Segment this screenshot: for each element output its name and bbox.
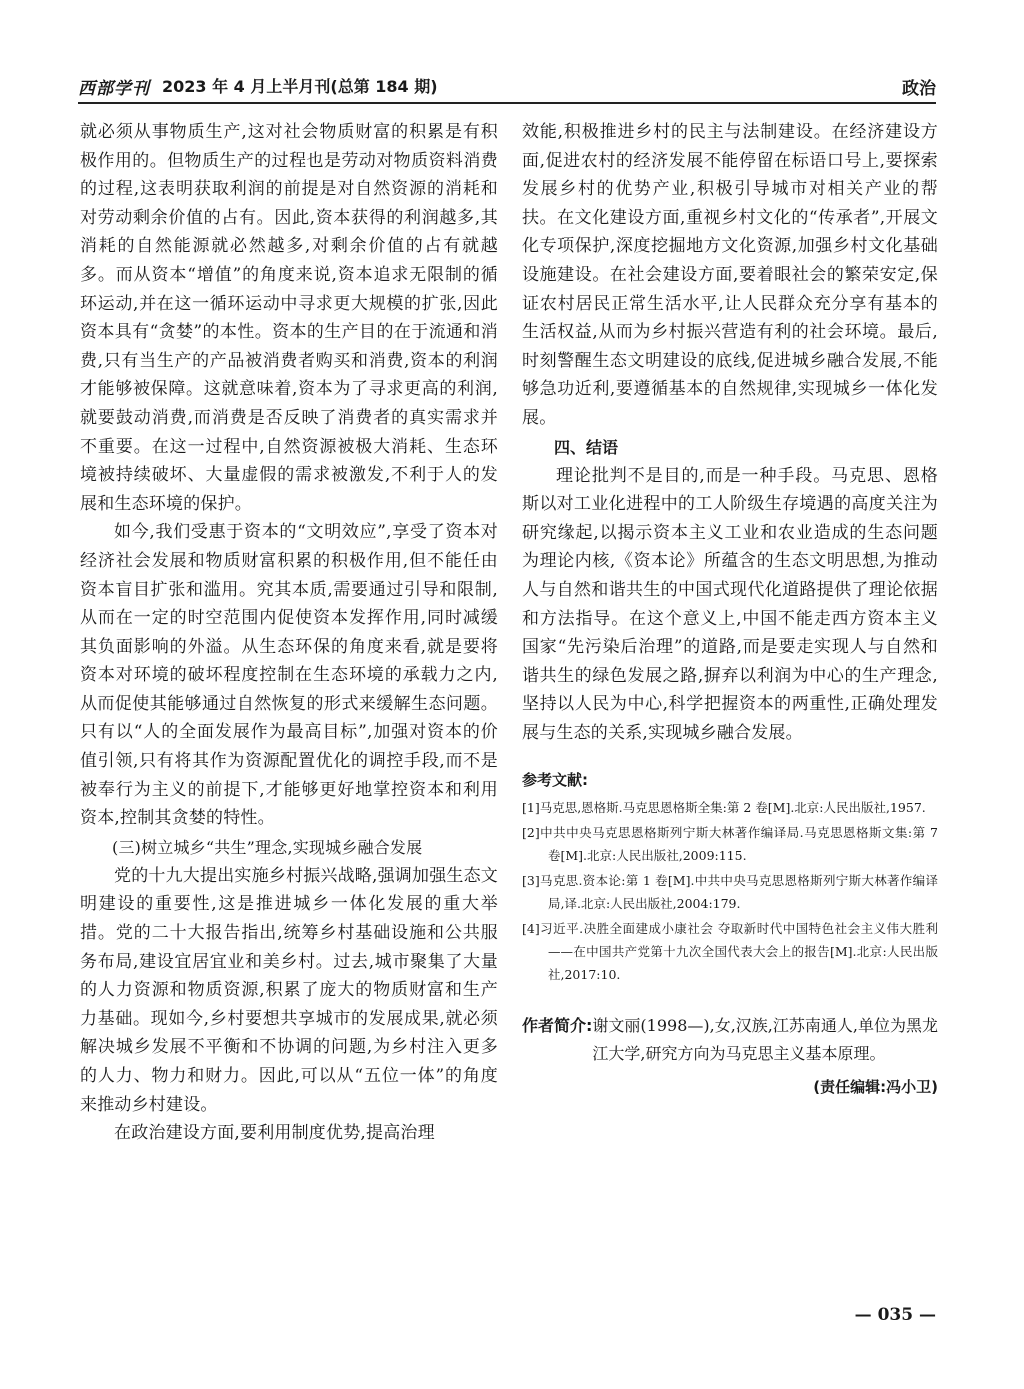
journal-logo: 西部学刊 [78, 79, 150, 99]
page-number: — 035 — [854, 1305, 936, 1325]
responsible-editor: (责任编辑:冯小卫) [813, 1078, 938, 1097]
reference-item: [3]马克思.资本论:第 1 卷[M].中共中央马克思恩格斯列宁斯大林著作编译局,译.北京:人民出版社,2004:179. [522, 873, 938, 912]
subsection-heading: (三)树立城乡“共生”理念,实现城乡融合发展 [112, 837, 423, 857]
reference-item: [4]习近平.决胜全面建成小康社会 夺取新时代中国特色社会主义伟大胜利——在中国共产党第十九次全国代表大会上的报告[M].北京:人民出版社,2017:10. [522, 921, 938, 983]
section-heading-conclusion: 四、结语 [554, 437, 619, 457]
reference-item: [1]马克思,恩格斯.马克思恩格斯全集:第 2 卷[M].北京:人民出版社,1957. [522, 800, 926, 816]
reference-item: [2]中共中央马克思恩格斯列宁斯大林著作编译局.马克思恩格斯文集:第 7 卷[M].北京:人民出版社,2009:115. [522, 825, 938, 864]
section-label: 政治 [902, 79, 936, 99]
paragraph: 如今,我们受惠于资本的“文明效应”,享受了资本对经济社会发展和物质财富积累的积极作用,但不能任由资本盲目扩张和滥用。究其本质,需要通过引导和限制,从而在一定的时空范围内促使资本发挥作用,同时减缓其负面影响的外溢。从生态环保的角度来看,就是要将资本对环境的破坏程度控制在生态环境的承载力之内,从而促使其能够通过自然恢复的形式来缓解生态问题。只有以“人的全面发展作为最高目标”,加强对资本的价值引领,只有将其作为资源配置优化的调控手段,而不是被奉行为主义的前提下,才能够更好地掌控资本和利用资本,控制其贪婪的特性。 [80, 522, 498, 829]
references-title: 参考文献: [522, 771, 588, 790]
left-column [80, 118, 498, 1148]
paragraph: 就必须从事物质生产,这对社会物质财富的积累是有积极作用的。但物质生产的过程也是劳动对物质资料消费的过程,这表明获取利润的前提是对自然资源的消耗和对劳动剩余价值的占有。因此,资本获得的利润越多,其消耗的自然能源就必然越多,对剩余价值的占有就越多。而从资本“增值”的角度来说,资本追求无限制的循环运动,并在这一循环运动中寻求更大规模的扩张,因此资本具有“贪婪”的本性。资本的生产目的在于流通和消费,只有当生产的产品被消费者购买和消费,资本的利润才能够被保障。这就意味着,资本为了寻求更高的利润,就要鼓动消费,而消费是否反映了消费者的真实需求并不重要。在这一过程中,自然资源被极大消耗、生态环境被持续破坏、大量虚假的需求被激发,不利于人的发展和生态环境的保护。 [80, 122, 498, 514]
paragraph: 在政治建设方面,要利用制度优势,提高治理 [114, 1123, 435, 1144]
issue-info: 2023 年 4 月上半月刊(总第 184 期) [162, 77, 438, 96]
paragraph: 理论批判不是目的,而是一种手段。马克思、恩格斯以对工业化进程中的工人阶级生存境遇的高度关注为研究缘起,以揭示资本主义工业和农业造成的生态问题为理论内核,《资本论》所蕴含的生态文明思想,为推动人与自然和谐共生的中国式现代化道路提供了理论依据和方法指导。在这个意义上,中国不能走西方资本主义国家“先污染后治理”的道路,而是要走实现人与自然和谐共生的绿色发展之路,摒弃以利润为中心的生产理念,坚持以人民为中心,科学把握资本的两重性,正确处理发展与生态的关系,实现城乡融合发展。 [522, 465, 938, 743]
paragraph: 党的十九大提出实施乡村振兴战略,强调加强生态文明建设的重要性,这是推进城乡一体化发展的重大举措。党的二十大报告指出,统筹乡村基础设施和公共服务布局,建设宜居宜业和美乡村。过去,城市聚集了大量的人力资源和物质资源,积累了庞大的物质财富和生产力基础。现如今,乡村要想共享城市的发展成果,就必须解决城乡发展不平衡和不协调的问题,为乡村注入更多的人力、物力和财力。因此,可以从“五位一体”的角度来推动乡村建设。 [80, 865, 499, 1115]
author-bio [522, 1012, 938, 1068]
author-bio-text: 谢文丽(1998—),女,汉族,江苏南通人,单位为黑龙江大学,研究方向为马克思主义基本原理。 [592, 1016, 938, 1064]
right-column [522, 118, 938, 1097]
paragraph: 效能,积极推进乡村的民主与法制建设。在经济建设方面,促进农村的经济发展不能停留在标语口号上,要探索发展乡村的优势产业,积极引导城市对相关产业的帮扶。在文化建设方面,重视乡村文化的“传承者”,开展文化专项保护,深度挖掘地方文化资源,加强乡村文化基础设施建设。在社会建设方面,要着眼社会的繁荣安定,保证农村居民正常生活水平,让人民群众充分享有基本的生活权益,从而为乡村振兴营造有利的社会环境。最后,时刻警醒生态文明建设的底线,促进城乡融合发展,不能够急功近利,要遵循基本的自然规律,实现城乡一体化发展。 [522, 122, 938, 428]
running-header [78, 72, 936, 104]
references-list [522, 796, 938, 986]
author-bio-label: 作者简介: [522, 1016, 593, 1036]
